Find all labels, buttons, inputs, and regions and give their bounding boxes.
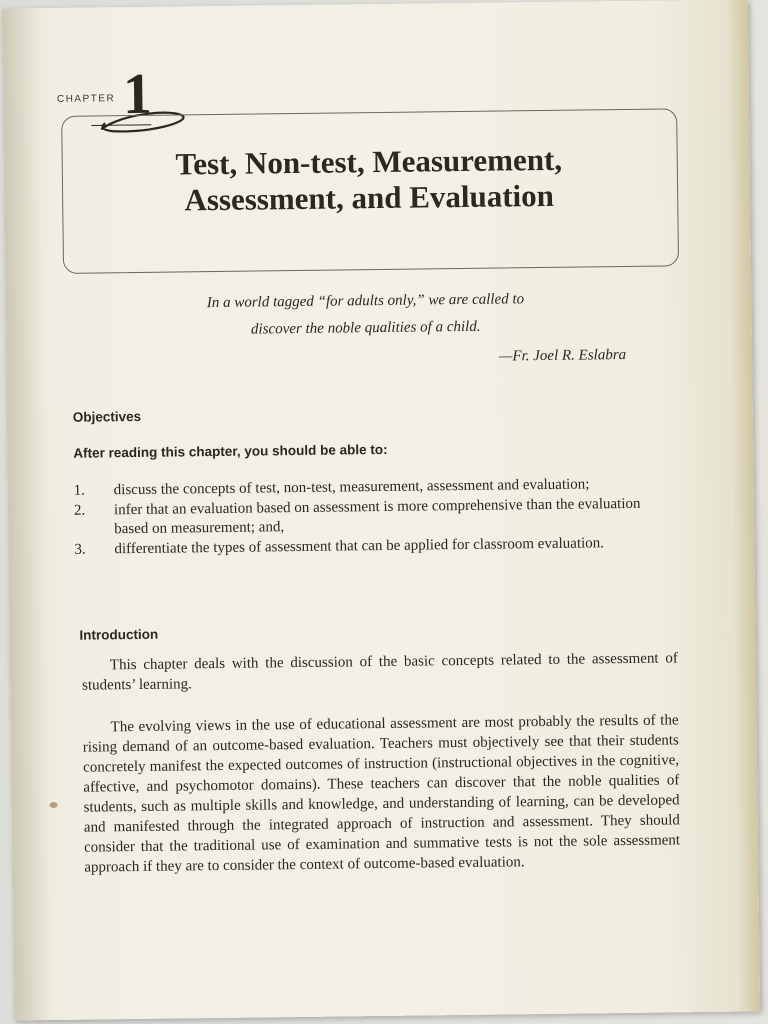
objectives-heading: Objectives: [72, 408, 142, 425]
paper-stain: [50, 802, 58, 808]
epigraph-line: discover the noble qualities of a child.: [250, 318, 481, 338]
chapter-title-line: Test, Non-test, Measurement,: [175, 141, 563, 182]
introduction-paragraph: This chapter deals with the discussion of the basic concepts related to the assessment of students’ learning.: [82, 650, 678, 694]
chapter-title-line: Assessment, and Evaluation: [184, 177, 555, 218]
epigraph-attribution: —Fr. Joel R. Eslabra: [498, 346, 627, 365]
epigraph-line: In a world tagged “for adults only,” we are called to: [206, 291, 525, 312]
introduction-heading: Introduction: [79, 626, 159, 643]
objective-text: infer that an evaluation based on assessment is more comprehensive than the evaluation based on measurement; and,: [113, 495, 641, 538]
objective-number: 3.: [74, 541, 86, 558]
objective-number: 1.: [73, 482, 86, 499]
book-page: [2, 0, 760, 1021]
objective-text: differentiate the types of assessment that can be applied for classroom evaluation.: [114, 534, 605, 557]
objectives-list: [74, 474, 671, 559]
chapter-title: [62, 140, 677, 219]
objective-text: discuss the concepts of test, non-test, measurement, assessment and evaluation;: [113, 476, 590, 499]
objective-number: 2.: [73, 502, 86, 519]
objectives-lead-in: After reading this chapter, you should be able to:: [73, 441, 388, 461]
epigraph-quote: [115, 285, 616, 345]
chapter-label: CHAPTER: [56, 93, 116, 105]
introduction-paragraph: The evolving views in the use of educational assessment are most probably the results of the rising demand of an outcome-based evaluation. Teachers must objectively see that their students concretely manifest the expected outcomes of instruction (instructional objectives in the cognitive, affective, and psychomotor domains). These teachers can discover that the noble qualities of students, such as multiple skills and knowledge, and understanding of learning, can be developed and manifested through the integrated approach of instruction and assessment. They should consider that the traditional use of examination and summative tests is not the sole assessment approach if they are to consider the context of outcome-based evaluation.: [82, 712, 681, 876]
chapter-number: 1: [122, 60, 153, 127]
